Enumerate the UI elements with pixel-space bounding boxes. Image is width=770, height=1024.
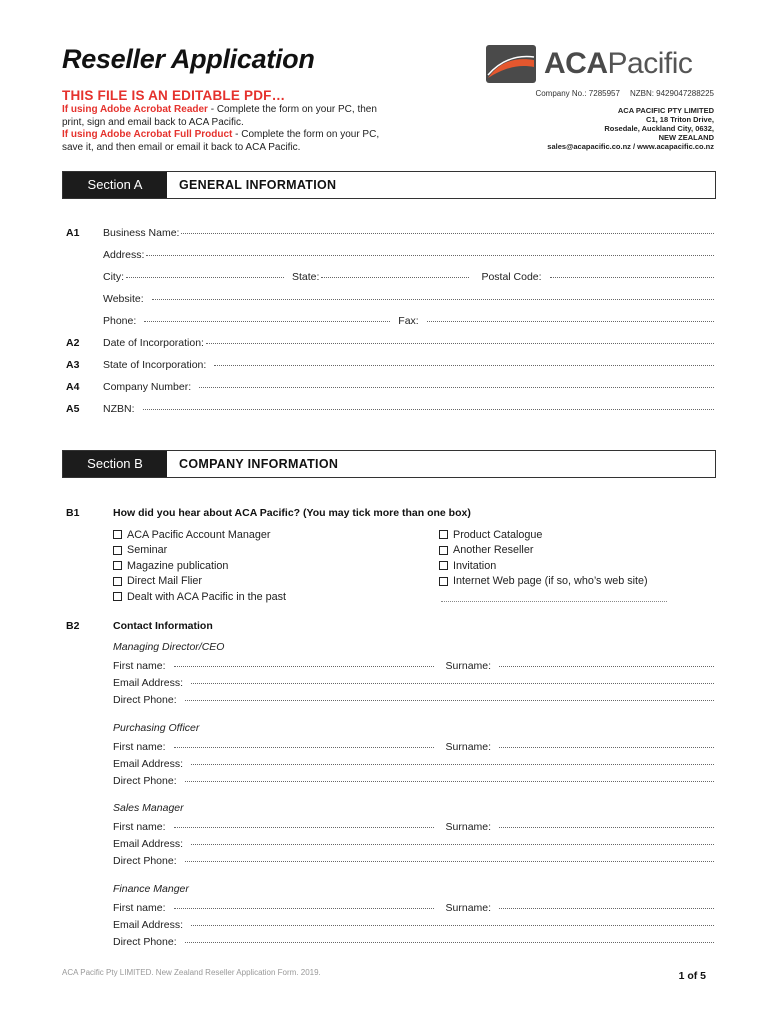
- name-row-managing-director: [113, 660, 716, 672]
- email-input[interactable]: [191, 764, 714, 765]
- field-number-a4: A4: [66, 381, 80, 393]
- surname-input[interactable]: [499, 908, 714, 909]
- surname-label: Surname:: [445, 660, 492, 672]
- email-row-managing-director[interactable]: [113, 677, 716, 689]
- state-of-incorporation-field[interactable]: State of Incorporation:: [103, 359, 716, 371]
- company-country: NEW ZEALAND: [658, 133, 714, 142]
- email-row-finance-manager[interactable]: [113, 919, 716, 931]
- first-name-input[interactable]: [174, 908, 434, 909]
- aca-pacific-logo: [486, 45, 716, 83]
- instruction-reader-label: If using Adobe Acrobat Reader: [62, 104, 208, 115]
- direct-phone-label: Direct Phone:: [113, 936, 177, 948]
- email-label: Email Address:: [113, 919, 184, 931]
- name-row-sales-manager: [113, 821, 716, 833]
- postal-code-label: Postal Code:: [481, 271, 542, 283]
- email-label: Email Address:: [113, 758, 184, 770]
- instructions: [62, 104, 382, 154]
- first-name-input[interactable]: [174, 827, 434, 828]
- checkbox-magazine[interactable]: Magazine publication: [113, 558, 286, 574]
- surname-input[interactable]: [499, 827, 714, 828]
- email-row-sales-manager[interactable]: [113, 838, 716, 850]
- section-a-header: [62, 171, 716, 199]
- instruction-full-label: If using Adobe Acrobat Full Product: [62, 129, 233, 140]
- company-suburb: Rosedale, Auckland City, 0632,: [604, 124, 714, 133]
- company-contact: sales@acapacific.co.nz / www.acapacific.co.nz: [547, 142, 714, 151]
- name-row-purchasing-officer: [113, 741, 716, 753]
- referral-options-left: [113, 527, 286, 605]
- company-number-field[interactable]: Company Number:: [103, 381, 716, 393]
- phone-row-finance-manager[interactable]: [113, 936, 716, 948]
- instruction-reader-text: - Complete the form on your PC, then print, sign and email back to ACA Pacific.: [62, 104, 377, 128]
- website-field[interactable]: Website:: [103, 293, 716, 305]
- referral-question: How did you hear about ACA Pacific? (You may tick more than one box): [113, 507, 471, 519]
- direct-phone-input[interactable]: [185, 781, 714, 782]
- date-of-incorporation-field[interactable]: Date of Incorporation:: [103, 337, 716, 349]
- company-street: C1, 18 Triton Drive,: [646, 115, 714, 124]
- checkbox-internet[interactable]: Internet Web page (if so, who’s web site): [439, 574, 648, 590]
- referral-options-right: [439, 527, 648, 589]
- state-label: State:: [292, 271, 320, 283]
- logo-mark-icon: [486, 45, 536, 83]
- field-number-a5: A5: [66, 403, 80, 415]
- field-number-b1: B1: [66, 507, 80, 519]
- direct-phone-input[interactable]: [185, 700, 714, 701]
- company-address: [547, 106, 714, 151]
- direct-phone-label: Direct Phone:: [113, 855, 177, 867]
- contact-information-label: Contact Information: [113, 620, 213, 632]
- nzbn-field[interactable]: NZBN:: [103, 403, 716, 415]
- email-label: Email Address:: [113, 838, 184, 850]
- field-number-a1: A1: [66, 227, 80, 239]
- direct-phone-label: Direct Phone:: [113, 694, 177, 706]
- city-input[interactable]: [126, 277, 284, 278]
- email-row-purchasing-officer[interactable]: [113, 758, 716, 770]
- postal-code-input[interactable]: [550, 277, 714, 278]
- email-input[interactable]: [191, 683, 714, 684]
- business-name-field[interactable]: Business Name:: [103, 227, 716, 239]
- phone-fax-row: [103, 315, 716, 327]
- footer-text: ACA Pacific Pty LIMITED. New Zealand Reseller Application Form. 2019.: [62, 968, 321, 977]
- checkbox-product-catalogue[interactable]: Product Catalogue: [439, 527, 648, 543]
- email-input[interactable]: [191, 925, 714, 926]
- address-field[interactable]: Address:: [103, 249, 716, 261]
- checkbox-another-reseller[interactable]: Another Reseller: [439, 543, 648, 559]
- checkbox-dealt-past[interactable]: Dealt with ACA Pacific in the past: [113, 589, 286, 605]
- city-label: City:: [103, 271, 124, 283]
- first-name-label: First name:: [113, 660, 166, 672]
- role-title-purchasing-officer: Purchasing Officer: [113, 722, 200, 734]
- role-title-sales-manager: Sales Manager: [113, 802, 184, 814]
- checkbox-account-manager[interactable]: ACA Pacific Account Manager: [113, 527, 286, 543]
- registration-line: [525, 89, 714, 98]
- first-name-label: First name:: [113, 902, 166, 914]
- company-nzbn: NZBN: 9429047288225: [629, 89, 714, 98]
- email-input[interactable]: [191, 844, 714, 845]
- name-row-finance-manager: [113, 902, 716, 914]
- first-name-label: First name:: [113, 821, 166, 833]
- section-b-heading: COMPANY INFORMATION: [179, 457, 339, 471]
- state-input[interactable]: [321, 277, 469, 278]
- surname-input[interactable]: [499, 747, 714, 748]
- first-name-label: First name:: [113, 741, 166, 753]
- logo-wordmark: ACAPacific: [544, 47, 693, 80]
- phone-input[interactable]: [144, 321, 390, 322]
- section-a-tag: Section A: [63, 172, 167, 198]
- fax-label: Fax:: [398, 315, 419, 327]
- phone-row-purchasing-officer[interactable]: [113, 775, 716, 787]
- page-number: 1 of 5: [678, 970, 706, 982]
- field-number-a3: A3: [66, 359, 80, 371]
- section-a-heading: GENERAL INFORMATION: [179, 178, 337, 192]
- email-label: Email Address:: [113, 677, 184, 689]
- phone-row-managing-director[interactable]: [113, 694, 716, 706]
- field-number-a2: A2: [66, 337, 80, 349]
- direct-phone-input[interactable]: [185, 942, 714, 943]
- company-name: ACA PACIFIC PTY LIMITED: [617, 106, 714, 115]
- field-number-b2: B2: [66, 620, 80, 632]
- fax-input[interactable]: [427, 321, 714, 322]
- editable-notice: THIS FILE IS AN EDITABLE PDF…: [62, 88, 286, 103]
- page-title: Reseller Application: [62, 44, 315, 74]
- first-name-input[interactable]: [174, 666, 434, 667]
- city-state-postal-row: [103, 271, 716, 283]
- phone-row-sales-manager[interactable]: [113, 855, 716, 867]
- instruction-full-text: - Complete the form on your PC, save it, and then email or email it back to ACA Pacific.: [62, 129, 380, 153]
- direct-phone-label: Direct Phone:: [113, 775, 177, 787]
- phone-label: Phone:: [103, 315, 137, 327]
- surname-label: Surname:: [445, 821, 492, 833]
- section-b-header: [62, 450, 716, 478]
- website-source-input[interactable]: [441, 601, 667, 602]
- direct-phone-input[interactable]: [185, 861, 714, 862]
- checkbox-direct-mail[interactable]: Direct Mail Flier: [113, 574, 286, 590]
- first-name-input[interactable]: [174, 747, 434, 748]
- checkbox-invitation[interactable]: Invitation: [439, 558, 648, 574]
- section-b-tag: Section B: [63, 451, 167, 477]
- surname-label: Surname:: [445, 741, 492, 753]
- checkbox-seminar[interactable]: Seminar: [113, 543, 286, 559]
- surname-input[interactable]: [499, 666, 714, 667]
- role-title-managing-director: Managing Director/CEO: [113, 641, 225, 653]
- company-number: Company No.: 7285957: [535, 89, 620, 98]
- role-title-finance-manager: Finance Manger: [113, 883, 189, 895]
- surname-label: Surname:: [445, 902, 492, 914]
